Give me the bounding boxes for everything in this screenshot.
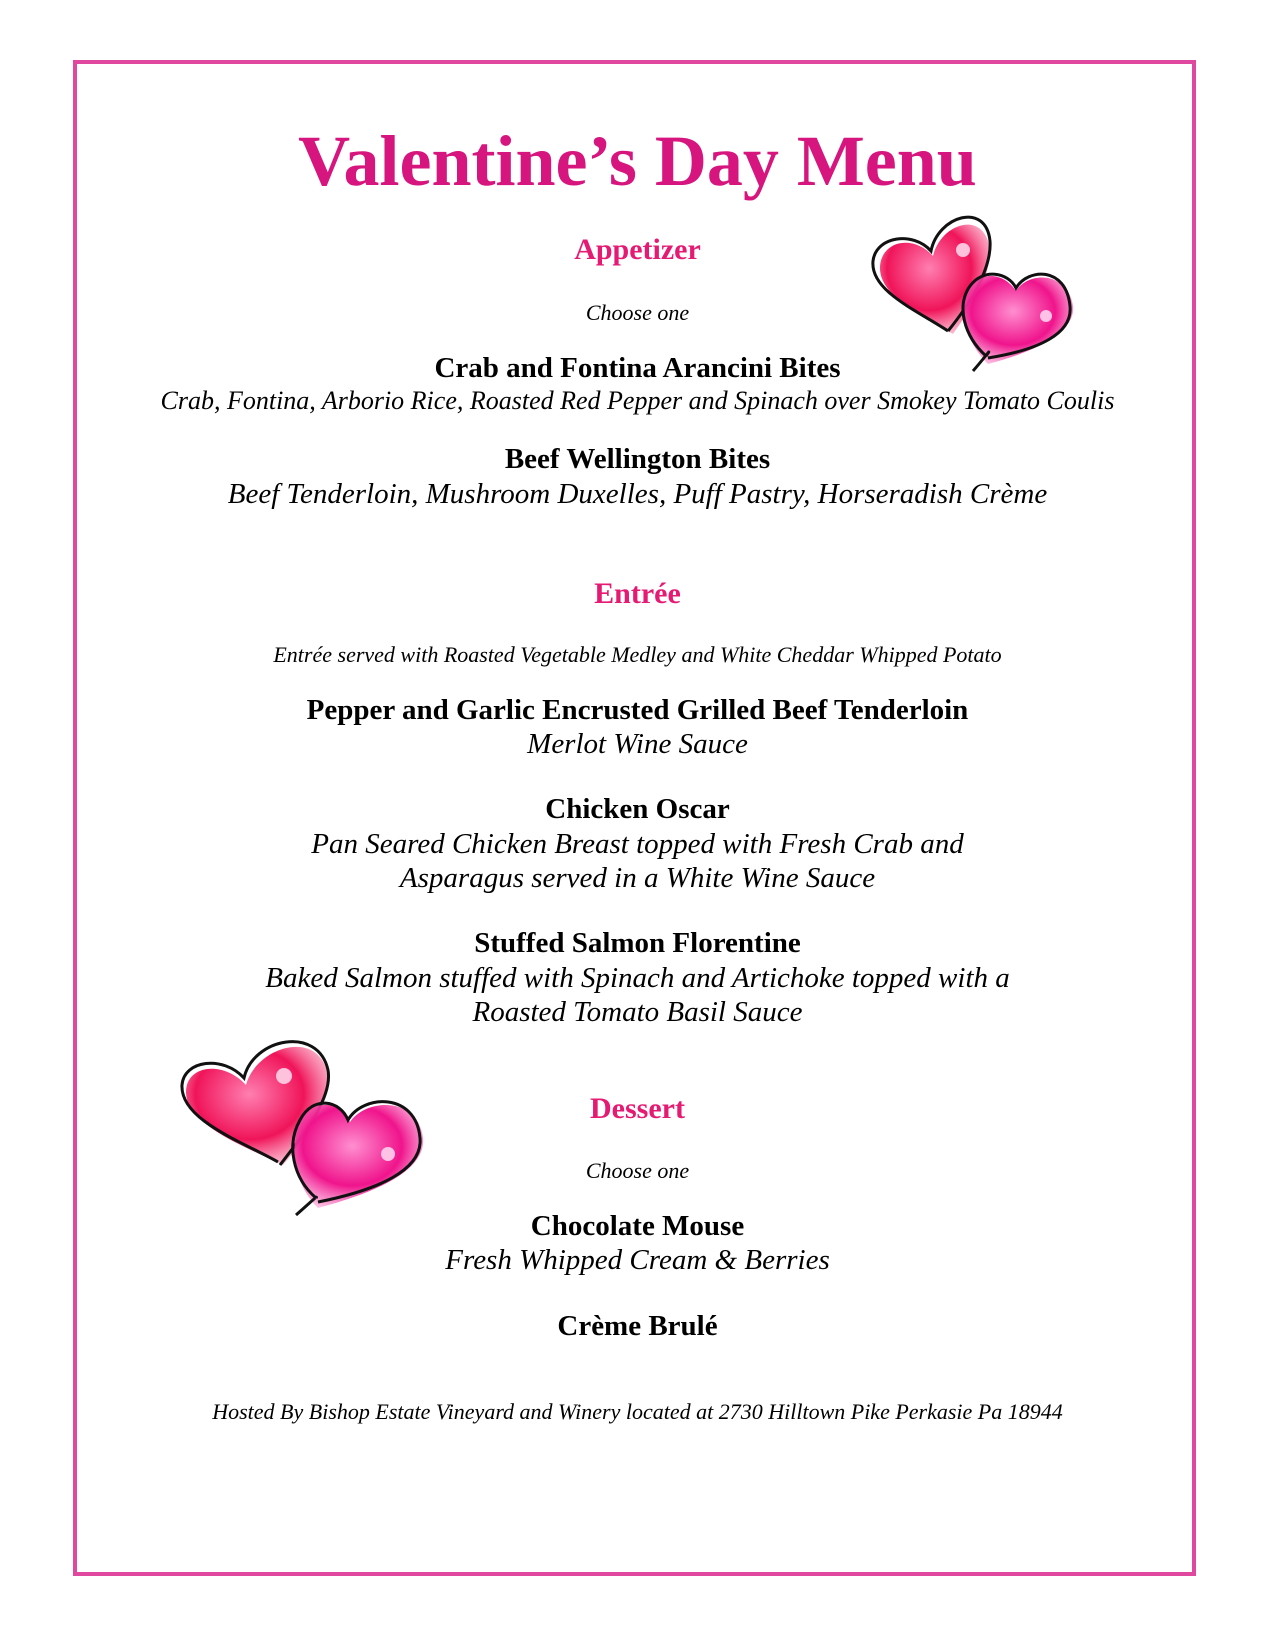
host-footer: Hosted By Bishop Estate Vineyard and Winery located at 2730 Hilltown Pike Perkasie Pa 18944	[212, 1399, 1063, 1424]
dessert-note: Choose one	[585, 1158, 690, 1183]
appetizer-note: Choose one	[585, 300, 690, 325]
menu-item-description: Asparagus served in a White Wine Sauce	[399, 862, 876, 894]
appetizer-heading: Appetizer	[574, 233, 701, 266]
menu-item-name: Crème Brulé	[557, 1310, 718, 1342]
menu-item-description: Baked Salmon stuffed with Spinach and Artichoke topped with a	[265, 962, 1010, 994]
menu-item-name: Pepper and Garlic Encrusted Grilled Beef Tenderloin	[306, 694, 969, 726]
menu-item-name: Beef Wellington Bites	[504, 443, 771, 475]
menu-item-description: Pan Seared Chicken Breast topped with Fresh Crab and	[311, 828, 964, 860]
menu-item-description: Beef Tenderloin, Mushroom Duxelles, Puff Pastry, Horseradish Crème	[227, 478, 1048, 510]
entree-note: Entrée served with Roasted Vegetable Medley and White Cheddar Whipped Potato	[273, 642, 1002, 667]
menu-item-description: Fresh Whipped Cream & Berries	[445, 1244, 830, 1276]
dessert-heading: Dessert	[590, 1092, 685, 1125]
menu-item-description: Roasted Tomato Basil Sauce	[472, 996, 803, 1028]
menu-item-name: Chocolate Mouse	[530, 1210, 745, 1242]
entree-heading: Entrée	[594, 577, 681, 610]
menu-item-description: Merlot Wine Sauce	[527, 728, 748, 760]
menu-item-name: Crab and Fontina Arancini Bites	[434, 352, 841, 384]
menu-item-name: Chicken Oscar	[545, 793, 730, 825]
hearts-illustration-bottom	[178, 1030, 438, 1230]
menu-item-name: Stuffed Salmon Florentine	[474, 927, 801, 959]
menu-item-description: Crab, Fontina, Arborio Rice, Roasted Red Pepper and Spinach over Smokey Tomato Coulis	[160, 386, 1115, 415]
menu-title: Valentine’s Day Menu	[298, 121, 977, 201]
